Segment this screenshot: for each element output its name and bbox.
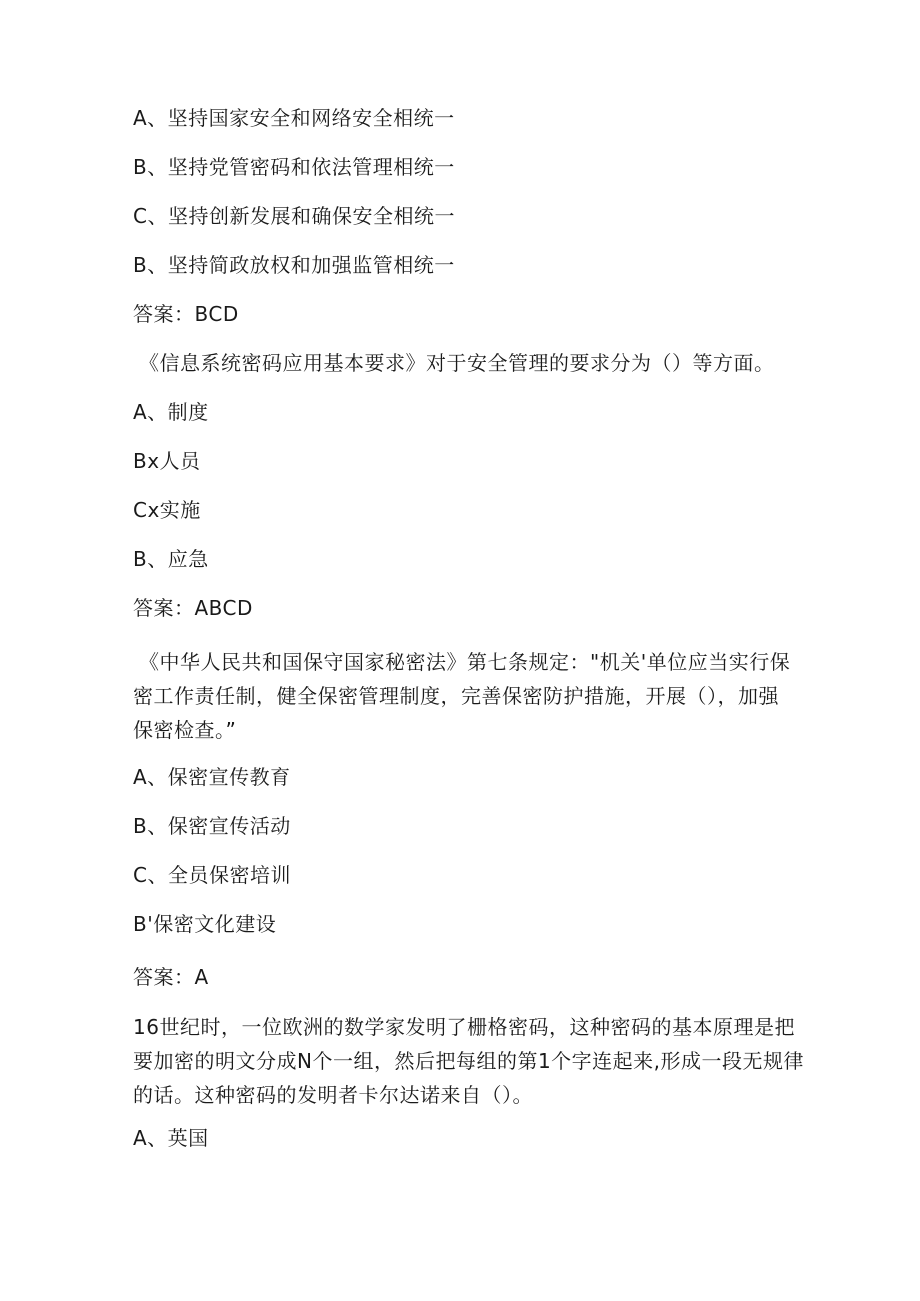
answer: 答案：BCD	[133, 302, 239, 326]
option-c: Cx实施	[133, 498, 201, 522]
answer: 答案：ABCD	[133, 596, 253, 620]
option-c: C、坚持创新发展和确保安全相统一	[133, 204, 455, 228]
question-line: 的话。这种密码的发明者卡尔达诺来自（）。	[133, 1083, 533, 1107]
option-c: C、全员保密培训	[133, 863, 291, 887]
answer: 答案：A	[133, 965, 209, 989]
option-a: A、坚持国家安全和网络安全相统一	[133, 106, 455, 130]
question-line: 要加密的明文分成N个一组，然后把每组的第1个字连起来,形成一段无规律	[133, 1049, 805, 1073]
question-line: 16世纪时，一位欧洲的数学家发明了栅格密码，这种密码的基本原理是把	[133, 1015, 795, 1039]
option-d: B、坚持简政放权和加强监管相统一	[133, 253, 455, 277]
option-d: B、应急	[133, 547, 209, 571]
question-line: 《中华人民共和国保守国家秘密法》第七条规定："机关'单位应当实行保	[139, 650, 791, 674]
question-text: 《信息系统密码应用基本要求》对于安全管理的要求分为（）等方面。	[139, 351, 775, 375]
question-line: 保密检查。”	[133, 718, 237, 742]
question-text	[133, 1010, 805, 1112]
option-b: Bx人员	[133, 449, 201, 473]
question-line: 密工作责任制，健全保密管理制度，完善保密防护措施，开展（），加强	[133, 684, 779, 708]
option-a: A、英国	[133, 1126, 209, 1150]
question-text	[133, 645, 791, 747]
option-a: A、制度	[133, 400, 209, 424]
option-b: B、保密宣传活动	[133, 814, 291, 838]
option-a: A、保密宣传教育	[133, 765, 291, 789]
option-b: B、坚持党管密码和依法管理相统一	[133, 155, 455, 179]
option-d: B'保密文化建设	[133, 912, 277, 936]
